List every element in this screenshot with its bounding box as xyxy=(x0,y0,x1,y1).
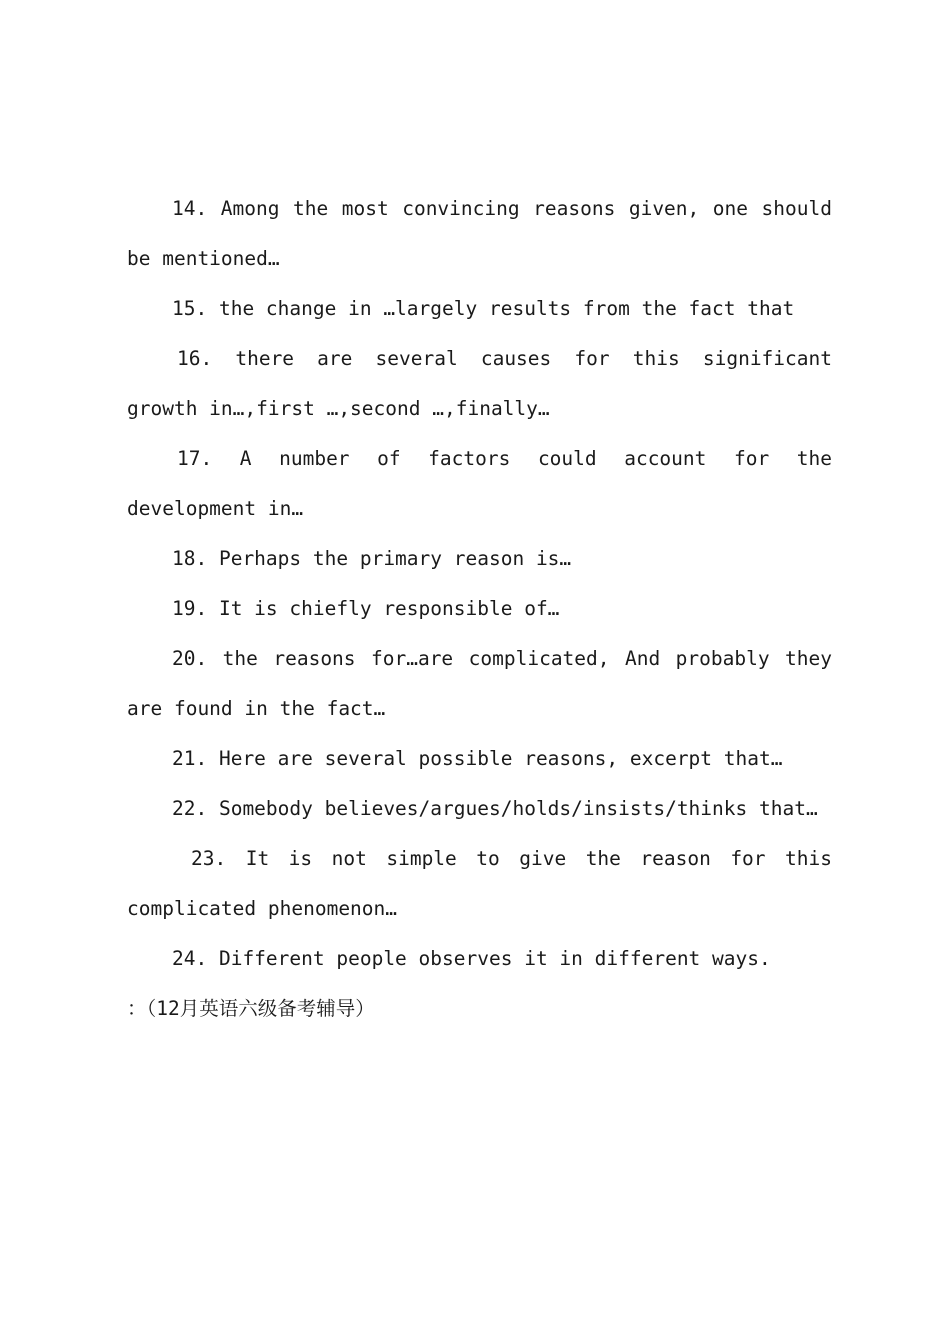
list-item-22: 22. Somebody believes/argues/holds/insists/thinks that… xyxy=(172,797,818,820)
list-item-17: 17. A number of factors could account for the development in… xyxy=(127,447,832,520)
list-item-18: 18. Perhaps the primary reason is… xyxy=(172,547,572,570)
source-note: ：（12月英语六级备考辅导） xyxy=(127,997,375,1020)
list-item-14: 14. Among the most convincing reasons given, one should be mentioned… xyxy=(127,197,832,270)
list-item-15: 15. the change in …largely results from the fact that xyxy=(172,297,795,320)
list-item-21: 21. Here are several possible reasons, excerpt that… xyxy=(172,747,783,770)
list-item-19: 19. It is chiefly responsible of… xyxy=(172,597,560,620)
document-body xyxy=(127,184,832,1034)
list-item-23: 23. It is not simple to give the reason for this complicated phenomenon… xyxy=(127,847,832,920)
list-item-24: 24. Different people observes it in different ways. xyxy=(172,947,771,970)
list-item-20: 20. the reasons for…are complicated, And probably they are found in the fact… xyxy=(127,647,832,720)
list-item-16: 16. there are several causes for this significant growth in…,first …,second …,finally… xyxy=(127,347,832,420)
